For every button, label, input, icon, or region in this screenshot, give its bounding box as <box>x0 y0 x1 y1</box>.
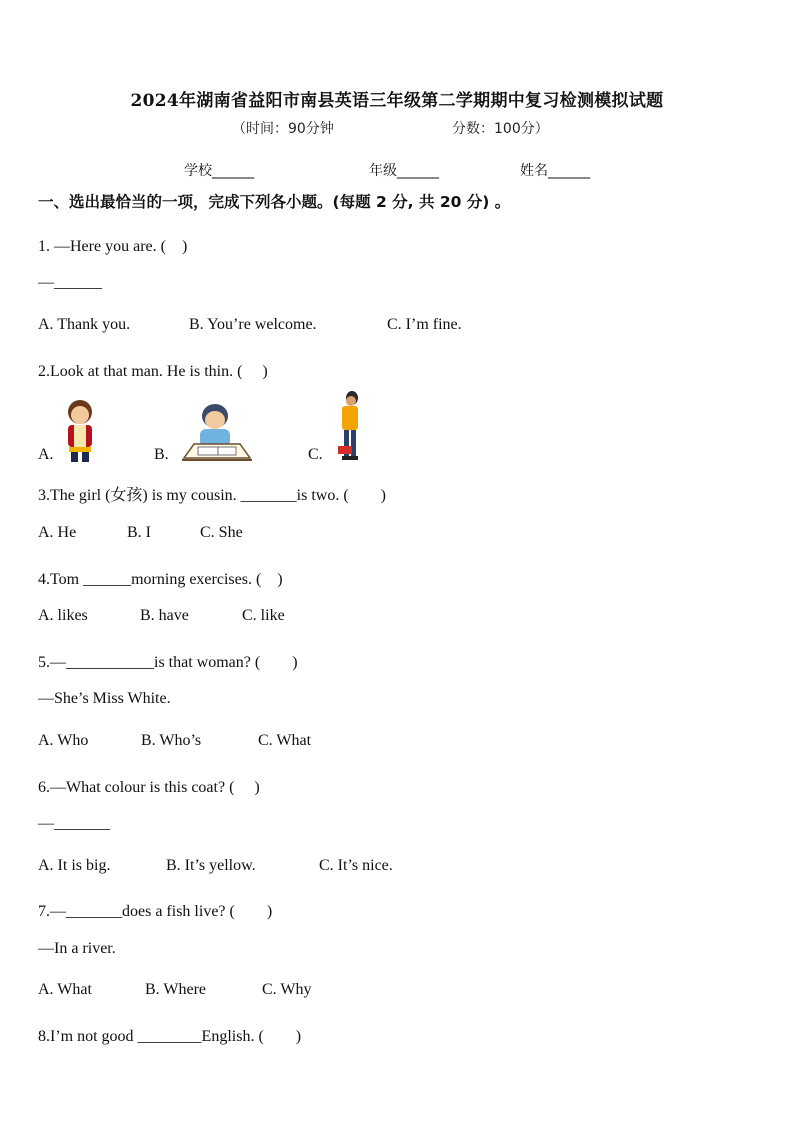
question-5-option-b: B. Who’s <box>141 732 202 749</box>
question-6-option-a: A. It is big. <box>38 857 111 874</box>
question-8-stem: 8.I’m not good ________English. ( ) <box>38 1028 302 1045</box>
school-field: 学校______ <box>184 163 254 179</box>
question-7-stem: 7.—_______does a fish live? ( ) <box>38 903 273 920</box>
question-4-stem: 4.Tom ______morning exercises. ( ) <box>38 571 283 588</box>
question-3-option-c: C. She <box>200 524 243 541</box>
question-2-option-b: B. <box>154 446 169 463</box>
question-1-option-b: B. You’re welcome. <box>189 316 317 333</box>
question-3-option-b: B. I <box>127 524 151 541</box>
question-5-reply: —She’s Miss White. <box>38 690 171 707</box>
question-4-option-c: C. like <box>242 607 285 624</box>
grade-field: 年级______ <box>369 163 439 179</box>
question-6-stem: 6.—What colour is this coat? ( ) <box>38 779 260 796</box>
question-2-option-c: C. <box>308 446 323 463</box>
exam-score: 分数：100分） <box>452 121 549 137</box>
question-6-reply: —_______ <box>38 815 110 832</box>
question-1-reply: —______ <box>38 274 102 291</box>
question-4-option-a: A. likes <box>38 607 88 624</box>
question-2-stem: 2.Look at that man. He is thin. ( ) <box>38 363 268 380</box>
question-5-stem: 5.—___________is that woman? ( ) <box>38 654 298 671</box>
question-5-option-c: C. What <box>258 732 312 749</box>
boy-writing-icon <box>180 400 254 464</box>
page-title: 2024年湖南省益阳市南县英语三年级第二学期期中复习检测模拟试题 <box>130 91 664 111</box>
question-7-option-b: B. Where <box>145 981 207 998</box>
question-7-reply: —In a river. <box>38 940 116 957</box>
exam-time: （时间：90分钟 <box>232 121 334 137</box>
boy-in-vest-icon <box>60 398 102 464</box>
question-1-option-a: A. Thank you. <box>38 316 131 333</box>
question-3-option-a: A. He <box>38 524 77 541</box>
question-2-option-a: A. <box>38 446 54 463</box>
question-5-option-a: A. Who <box>38 732 89 749</box>
question-3-stem: 3.The girl (女孩) is my cousin. _______is two. ( ) <box>38 487 386 504</box>
question-4-option-b: B. have <box>140 607 189 624</box>
question-1-option-c: C. I’m fine. <box>387 316 462 333</box>
name-field: 姓名______ <box>520 163 590 179</box>
question-1-stem: 1. —Here you are. ( ) <box>38 238 188 255</box>
question-6-option-c: C. It’s nice. <box>319 857 393 874</box>
question-7-option-a: A. What <box>38 981 92 998</box>
section-heading: 一、选出最恰当的一项，完成下列各小题。(每题 2 分, 共 20 分) 。 <box>38 193 511 211</box>
thin-man-icon <box>330 390 366 464</box>
question-6-option-b: B. It’s yellow. <box>166 857 256 874</box>
question-7-option-c: C. Why <box>262 981 312 998</box>
